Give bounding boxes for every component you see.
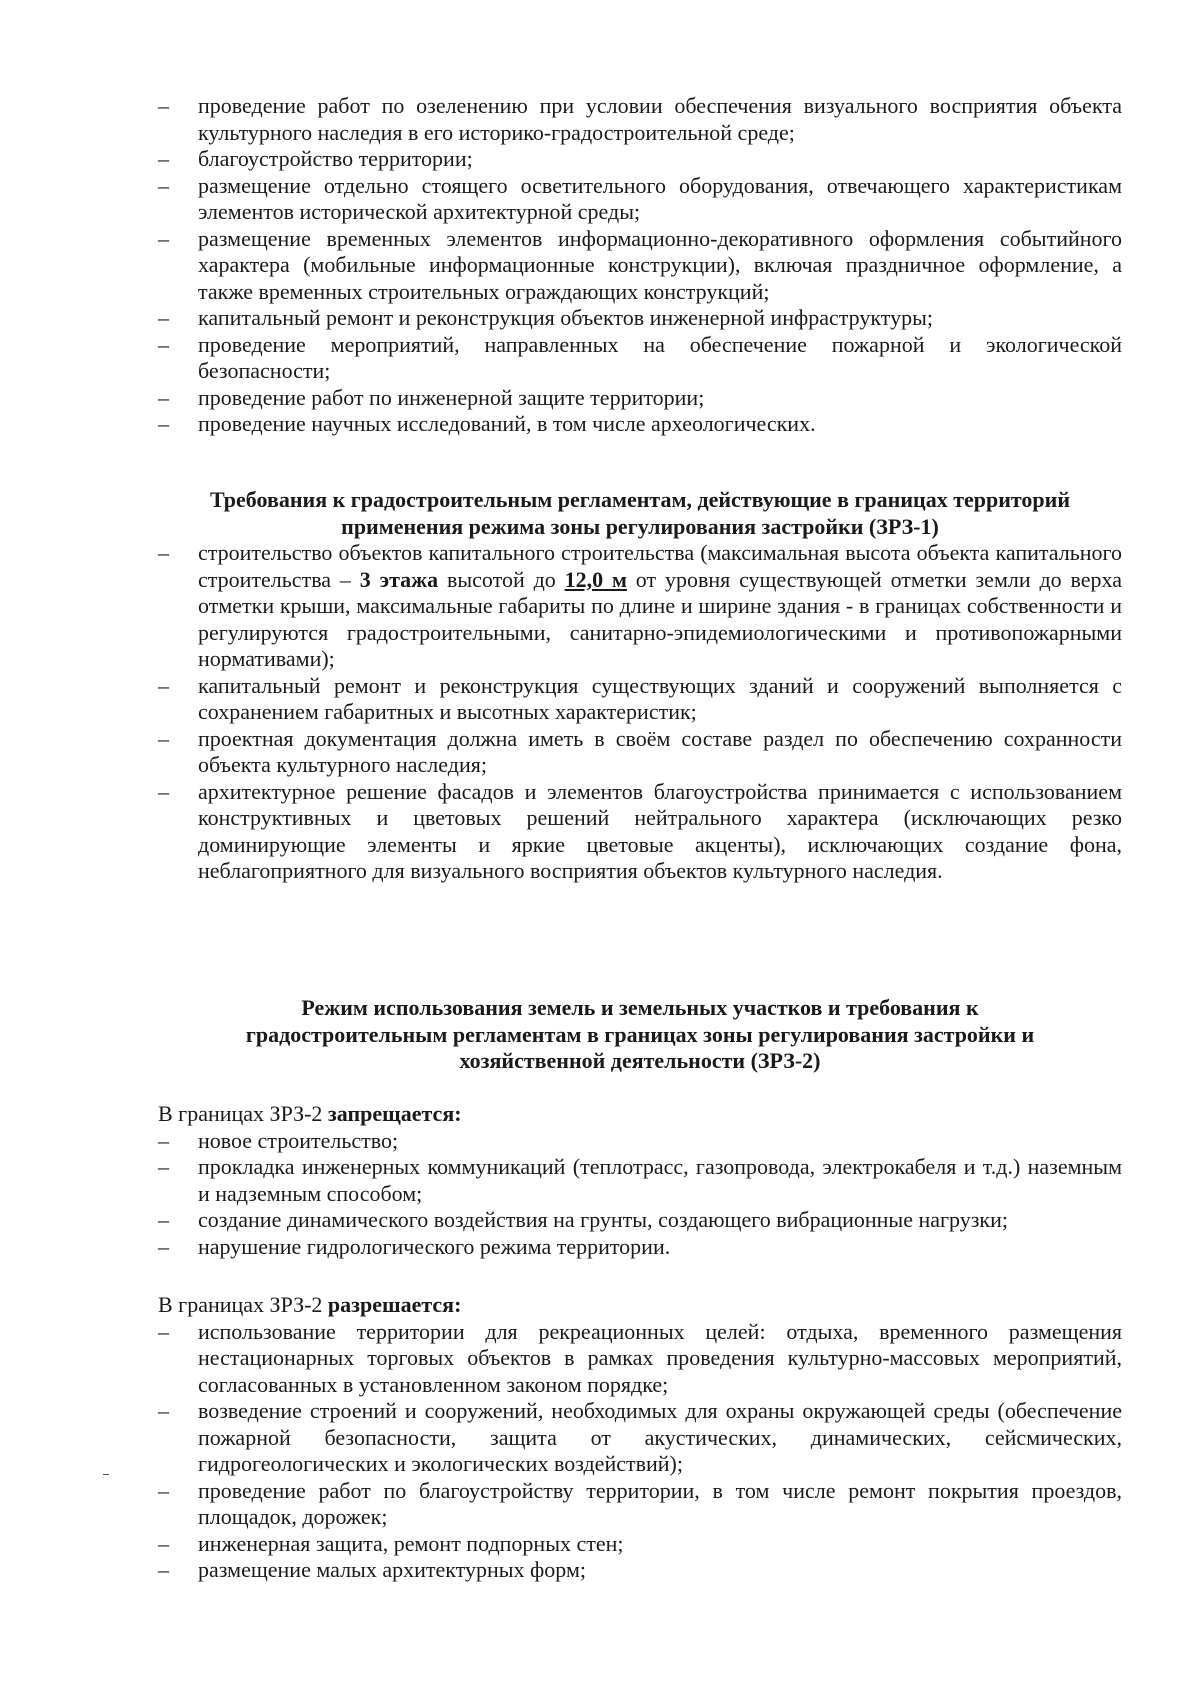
item-text: благоустройство территории; xyxy=(198,146,473,171)
dash-marker: – xyxy=(158,1557,169,1582)
dash-marker: – xyxy=(158,1233,169,1259)
allowed-intro xyxy=(158,1292,1122,1319)
dash-marker: – xyxy=(158,1127,169,1153)
item-text: проведение работ по благоустройству территории, в том числе ремонт покрытия проездов, площадок, дорожек; xyxy=(198,1477,1122,1529)
item-text: возведение строений и сооружений, необходимых для охраны окружающей среды (обеспечение пожарной безопасности, защита от акустических, динамических, сейсмических, гидрогеологических и экологических воздействий); xyxy=(198,1398,1122,1476)
dash-marker: – xyxy=(158,172,169,198)
list-item xyxy=(158,1207,1122,1234)
list-item xyxy=(158,93,1122,146)
heading-zrz1-line1: Требования к градостроительным регламентам, действующие в границах территорий xyxy=(209,487,1071,512)
list-item xyxy=(158,1531,1122,1558)
list-item xyxy=(158,779,1122,885)
list-item xyxy=(158,305,1122,332)
dash-marker: – xyxy=(158,540,169,565)
item-text: прокладка инженерных коммуникаций (теплотрасс, газопровода, электрокабеля и т.д.) наземным и надземным способом; xyxy=(198,1154,1122,1206)
section-allowed xyxy=(158,1292,1122,1584)
list-item xyxy=(158,1478,1122,1531)
item-text: капитальный ремонт и реконструкция существующих зданий и сооружений выполняется с сохранением габаритных и высотных характеристик; xyxy=(198,672,1122,724)
dash-marker: – xyxy=(158,1530,169,1556)
item-text: инженерная защита, ремонт подпорных стен; xyxy=(198,1530,624,1556)
dash-marker: – xyxy=(158,225,169,251)
item-text: проектная документация должна иметь в своём составе раздел по обеспечению сохранности объекта культурного наследия; xyxy=(198,725,1122,777)
height-value: 12,0 м xyxy=(564,566,627,592)
intro-text: В границах ЗРЗ-2 xyxy=(158,1292,328,1317)
dash-marker: – xyxy=(158,778,169,804)
dash-marker: – xyxy=(158,725,169,751)
dash-marker: – xyxy=(158,384,169,410)
list-item xyxy=(158,226,1122,306)
item-text: размещение временных элементов информационно-декоративного оформления событийного характера (мобильные информационные конструкции), включая праздничное оформление, а также временных строительных ограждающих конструкций; xyxy=(198,225,1122,304)
list-item xyxy=(158,1154,1122,1207)
item-text: капитальный ремонт и реконструкция объектов инженерной инфраструктуры; xyxy=(198,305,933,330)
item-text: размещение отдельно стоящего осветительного оборудования, отвечающего характеристикам элементов исторической архитектурной среды; xyxy=(198,172,1122,224)
dash-marker: – xyxy=(158,331,169,357)
heading-zrz1-line2: применения режима зоны регулирования застройки (ЗРЗ-1) xyxy=(341,513,939,539)
dash-marker: – xyxy=(158,1154,169,1179)
list-item xyxy=(158,332,1122,385)
list-general-works xyxy=(158,93,1122,438)
dash-marker: – xyxy=(158,1477,169,1503)
item-text: использование территории для рекреационных целей: отдыха, временного размещения нестационарных торговых объектов в рамках проведения культурно-массовых мероприятий, согласованных в установленном законом порядке; xyxy=(198,1318,1122,1397)
dash-marker: – xyxy=(158,93,169,118)
heading-zrz2-line1: Режим использования земель и земельных участков и требования к xyxy=(301,995,979,1020)
forbidden-intro xyxy=(158,1101,1122,1128)
floors-value: 3 этажа xyxy=(359,566,439,592)
list-item xyxy=(158,411,1122,438)
list-item xyxy=(158,385,1122,412)
forbidden-keyword: запрещается: xyxy=(327,1101,462,1126)
allowed-keyword: разрешается: xyxy=(327,1292,462,1317)
item-text: архитектурное решение фасадов и элементов благоустройства принимается с использованием конструктивных и цветовых решений нейтрального характера (исключающих резко доминирующие элементы и яркие цветовые акценты), исключающих создание фона, неблагоприятного для визуального восприятия объектов культурного наследия. xyxy=(198,778,1122,883)
heading-zrz1 xyxy=(150,487,1130,540)
item-text: проведение научных исследований, в том числе археологических. xyxy=(198,411,816,436)
list-item xyxy=(158,1398,1122,1478)
dash-marker: – xyxy=(158,146,169,171)
intro-text: В границах ЗРЗ-2 xyxy=(158,1101,328,1126)
item-text: строительство объектов капитального строительства (максимальная высота объекта капитального строительства – xyxy=(198,540,1122,592)
list-item xyxy=(158,1234,1122,1261)
list-item xyxy=(158,146,1122,173)
section-forbidden xyxy=(158,1101,1122,1260)
list-zrz1-requirements xyxy=(158,540,1122,885)
item-text: создание динамического воздействия на грунты, создающего вибрационные нагрузки; xyxy=(198,1207,1009,1232)
heading-zrz2-line3: хозяйственной деятельности (ЗРЗ-2) xyxy=(459,1048,821,1073)
item-text: нарушение гидрологического режима территории. xyxy=(198,1233,671,1259)
list-item xyxy=(158,173,1122,226)
dash-marker: – xyxy=(158,1398,169,1423)
dash-marker: – xyxy=(158,672,169,698)
dash-marker: – xyxy=(158,1318,169,1344)
item-text: новое строительство; xyxy=(198,1127,399,1153)
heading-zrz2 xyxy=(150,995,1130,1075)
list-item xyxy=(158,1319,1122,1399)
scan-mark xyxy=(103,1474,109,1475)
list-item xyxy=(158,726,1122,779)
list-item xyxy=(158,1557,1122,1584)
list-item xyxy=(158,1128,1122,1155)
item-text: от уровня существующей отметки земли до верха отметки крыши, максимальные габариты по длине и ширине здания - в границах собственности и регулируются градостроительными, санитарно-эпидемиологическими и противопожарными нормативами); xyxy=(198,566,1122,671)
dash-marker: – xyxy=(158,1207,169,1232)
item-text: проведение мероприятий, направленных на обеспечение пожарной и экологической безопасности; xyxy=(198,331,1122,383)
dash-marker: – xyxy=(158,305,169,330)
item-text: проведение работ по инженерной защите территории; xyxy=(198,384,705,410)
list-item xyxy=(158,540,1122,673)
item-text: размещение малых архитектурных форм; xyxy=(198,1557,586,1582)
dash-marker: – xyxy=(158,411,169,436)
item-text: проведение работ по озеленению при условии обеспечения визуального восприятия объекта культурного наследия в его историко-градостроительной среде; xyxy=(198,93,1122,145)
list-item xyxy=(158,673,1122,726)
item-text: высотой до xyxy=(438,566,565,592)
heading-zrz2-line2: градостроительным регламентам в границах зоны регулирования застройки и xyxy=(245,1021,1035,1047)
